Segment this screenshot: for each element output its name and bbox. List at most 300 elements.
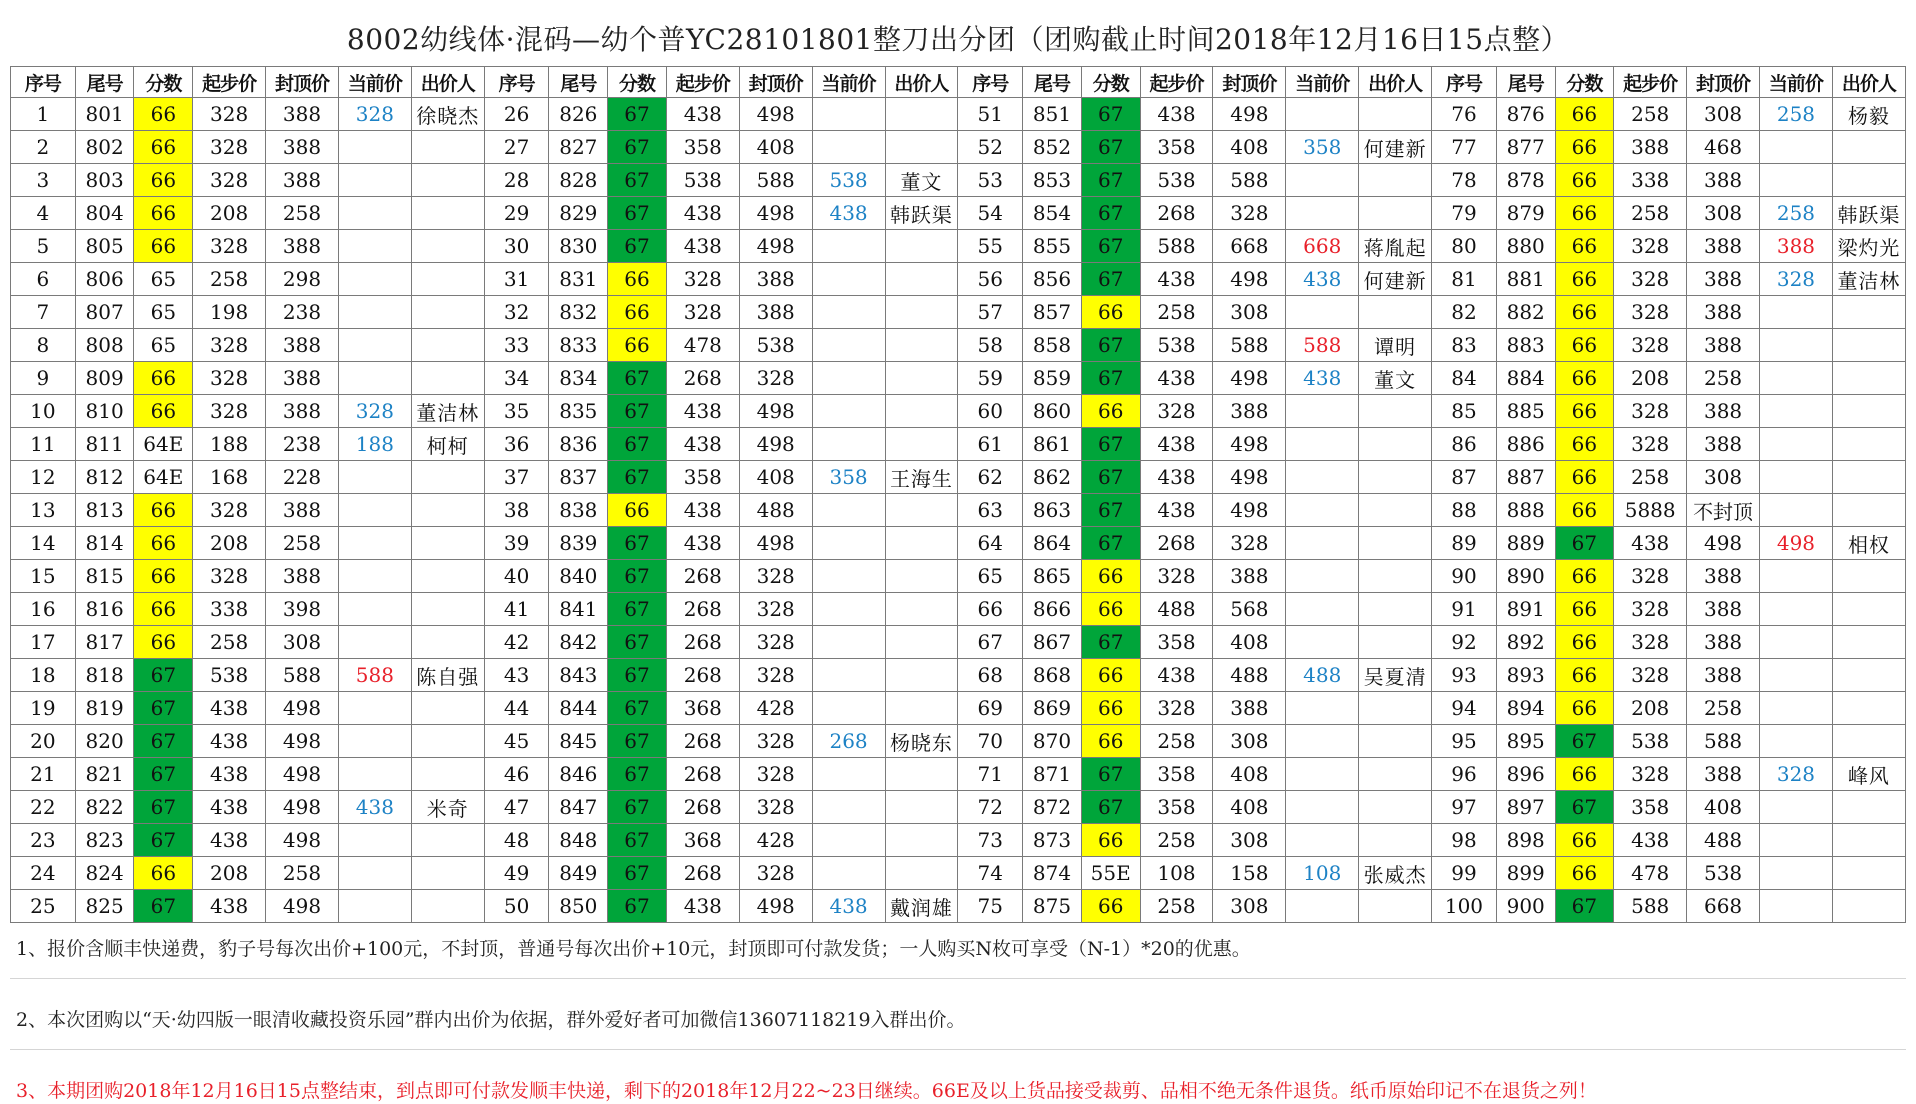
current-price-cell xyxy=(1286,494,1359,527)
current-price-cell xyxy=(338,197,411,230)
tail-cell: 825 xyxy=(75,890,134,923)
header-seq: 序号 xyxy=(1432,67,1497,98)
tail-cell: 897 xyxy=(1496,791,1555,824)
tail-cell: 857 xyxy=(1023,296,1082,329)
header-score: 分数 xyxy=(134,67,193,98)
seq-cell: 9 xyxy=(11,362,76,395)
start-price-cell: 438 xyxy=(193,791,266,824)
start-price-cell: 208 xyxy=(193,527,266,560)
tail-cell: 883 xyxy=(1496,329,1555,362)
score-cell: 66 xyxy=(1081,296,1140,329)
tail-cell: 842 xyxy=(549,626,608,659)
current-price-cell: 588 xyxy=(338,659,411,692)
cap-price-cell: 498 xyxy=(266,824,339,857)
start-price-cell: 438 xyxy=(666,197,739,230)
bidder-cell xyxy=(1832,890,1905,923)
cap-price-cell: 668 xyxy=(1213,230,1286,263)
start-price-cell: 328 xyxy=(193,395,266,428)
tail-cell: 876 xyxy=(1496,98,1555,131)
score-cell: 67 xyxy=(134,659,193,692)
score-cell: 67 xyxy=(608,230,667,263)
score-cell: 64E xyxy=(134,428,193,461)
current-price-cell xyxy=(812,824,885,857)
bidder-cell xyxy=(1359,98,1432,131)
tail-cell: 827 xyxy=(549,131,608,164)
seq-cell: 66 xyxy=(958,593,1023,626)
cap-price-cell: 428 xyxy=(739,824,812,857)
start-price-cell: 388 xyxy=(1614,131,1687,164)
seq-cell: 91 xyxy=(1432,593,1497,626)
cap-price-cell: 388 xyxy=(1687,428,1760,461)
tail-cell: 858 xyxy=(1023,329,1082,362)
bidder-cell xyxy=(1832,857,1905,890)
current-price-cell xyxy=(338,461,411,494)
table-row xyxy=(11,329,1906,362)
seq-cell: 47 xyxy=(484,791,549,824)
bidder-cell xyxy=(885,560,958,593)
score-cell: 66 xyxy=(1081,824,1140,857)
bidder-cell: 王海生 xyxy=(885,461,958,494)
current-price-cell xyxy=(1286,197,1359,230)
tail-cell: 830 xyxy=(549,230,608,263)
start-price-cell: 438 xyxy=(1140,659,1213,692)
tail-cell: 869 xyxy=(1023,692,1082,725)
current-price-cell xyxy=(338,857,411,890)
start-price-cell: 538 xyxy=(1614,725,1687,758)
bidder-cell xyxy=(411,131,484,164)
cap-price-cell: 238 xyxy=(266,428,339,461)
start-price-cell: 258 xyxy=(1140,725,1213,758)
current-price-cell xyxy=(1760,428,1833,461)
current-price-cell: 438 xyxy=(1286,362,1359,395)
score-cell: 67 xyxy=(1081,230,1140,263)
seq-cell: 94 xyxy=(1432,692,1497,725)
cap-price-cell: 328 xyxy=(739,362,812,395)
tail-cell: 824 xyxy=(75,857,134,890)
current-price-cell xyxy=(1286,428,1359,461)
score-cell: 67 xyxy=(608,692,667,725)
start-price-cell: 438 xyxy=(193,725,266,758)
start-price-cell: 268 xyxy=(666,560,739,593)
seq-cell: 20 xyxy=(11,725,76,758)
cap-price-cell: 238 xyxy=(266,296,339,329)
cap-price-cell: 328 xyxy=(739,857,812,890)
seq-cell: 55 xyxy=(958,230,1023,263)
header-seq: 序号 xyxy=(958,67,1023,98)
bidder-cell xyxy=(1832,560,1905,593)
tail-cell: 833 xyxy=(549,329,608,362)
tail-cell: 804 xyxy=(75,197,134,230)
header-current-price: 当前价 xyxy=(338,67,411,98)
bidder-cell xyxy=(885,857,958,890)
start-price-cell: 328 xyxy=(1614,659,1687,692)
bidder-cell: 陈自强 xyxy=(411,659,484,692)
start-price-cell: 438 xyxy=(666,395,739,428)
score-cell: 66 xyxy=(134,527,193,560)
current-price-cell xyxy=(338,758,411,791)
current-price-cell xyxy=(338,560,411,593)
bidder-cell: 张威杰 xyxy=(1359,857,1432,890)
bidder-cell xyxy=(885,395,958,428)
cap-price-cell: 388 xyxy=(739,263,812,296)
seq-cell: 33 xyxy=(484,329,549,362)
start-price-cell: 438 xyxy=(666,494,739,527)
bidder-cell xyxy=(411,296,484,329)
seq-cell: 100 xyxy=(1432,890,1497,923)
bidder-cell xyxy=(1832,428,1905,461)
score-cell: 67 xyxy=(134,824,193,857)
table-row xyxy=(11,461,1906,494)
cap-price-cell: 408 xyxy=(1213,758,1286,791)
tail-cell: 820 xyxy=(75,725,134,758)
tail-cell: 815 xyxy=(75,560,134,593)
bidder-cell xyxy=(1359,824,1432,857)
bidder-cell: 戴润雄 xyxy=(885,890,958,923)
seq-cell: 73 xyxy=(958,824,1023,857)
seq-cell: 4 xyxy=(11,197,76,230)
tail-cell: 812 xyxy=(75,461,134,494)
tail-cell: 879 xyxy=(1496,197,1555,230)
cap-price-cell: 328 xyxy=(739,626,812,659)
score-cell: 66 xyxy=(608,263,667,296)
cap-price-cell: 498 xyxy=(739,428,812,461)
score-cell: 66 xyxy=(1555,362,1614,395)
table-row xyxy=(11,395,1906,428)
score-cell: 66 xyxy=(1555,560,1614,593)
score-cell: 67 xyxy=(1081,131,1140,164)
start-price-cell: 368 xyxy=(666,824,739,857)
cap-price-cell: 258 xyxy=(266,197,339,230)
seq-cell: 19 xyxy=(11,692,76,725)
cap-price-cell: 388 xyxy=(1687,329,1760,362)
score-cell: 67 xyxy=(1081,461,1140,494)
table-row xyxy=(11,659,1906,692)
cap-price-cell: 538 xyxy=(739,329,812,362)
header-score: 分数 xyxy=(608,67,667,98)
current-price-cell: 388 xyxy=(1760,230,1833,263)
tail-cell: 849 xyxy=(549,857,608,890)
seq-cell: 83 xyxy=(1432,329,1497,362)
document xyxy=(10,14,1906,1104)
start-price-cell: 438 xyxy=(193,824,266,857)
header-bidder: 出价人 xyxy=(411,67,484,98)
start-price-cell: 338 xyxy=(193,593,266,626)
start-price-cell: 438 xyxy=(1140,428,1213,461)
cap-price-cell: 388 xyxy=(266,395,339,428)
start-price-cell: 438 xyxy=(1140,263,1213,296)
tail-cell: 819 xyxy=(75,692,134,725)
bidder-cell xyxy=(1832,593,1905,626)
bidder-cell xyxy=(1832,626,1905,659)
tail-cell: 892 xyxy=(1496,626,1555,659)
cap-price-cell: 498 xyxy=(1213,461,1286,494)
seq-cell: 87 xyxy=(1432,461,1497,494)
cap-price-cell: 388 xyxy=(1687,560,1760,593)
current-price-cell xyxy=(812,98,885,131)
current-price-cell xyxy=(812,494,885,527)
current-price-cell xyxy=(1286,890,1359,923)
bidder-cell xyxy=(1359,527,1432,560)
seq-cell: 27 xyxy=(484,131,549,164)
score-cell: 67 xyxy=(608,527,667,560)
seq-cell: 24 xyxy=(11,857,76,890)
seq-cell: 95 xyxy=(1432,725,1497,758)
current-price-cell xyxy=(1760,791,1833,824)
current-price-cell xyxy=(812,791,885,824)
start-price-cell: 188 xyxy=(193,428,266,461)
current-price-cell: 438 xyxy=(338,791,411,824)
start-price-cell: 328 xyxy=(193,230,266,263)
bidder-cell: 徐晓杰 xyxy=(411,98,484,131)
current-price-cell: 538 xyxy=(812,164,885,197)
current-price-cell xyxy=(812,395,885,428)
cap-price-cell: 388 xyxy=(266,560,339,593)
score-cell: 67 xyxy=(608,98,667,131)
header-start-price: 起步价 xyxy=(193,67,266,98)
note-3: 3、本期团购2018年12月16日15点整结束，到点即可付款发顺丰快递，剩下的2018年12月22~23日继续。66E及以上货品接受裁剪、品相不绝无条件退货。纸币原始印记不在退货之列！ xyxy=(16,1080,1597,1102)
score-cell: 66 xyxy=(1081,593,1140,626)
start-price-cell: 5888 xyxy=(1614,494,1687,527)
score-cell: 67 xyxy=(1081,494,1140,527)
bidder-cell: 峰风 xyxy=(1832,758,1905,791)
bidder-cell xyxy=(1832,329,1905,362)
cap-price-cell: 498 xyxy=(739,395,812,428)
seq-cell: 35 xyxy=(484,395,549,428)
start-price-cell: 268 xyxy=(666,725,739,758)
tail-cell: 810 xyxy=(75,395,134,428)
current-price-cell xyxy=(338,593,411,626)
cap-price-cell: 388 xyxy=(1687,758,1760,791)
tail-cell: 878 xyxy=(1496,164,1555,197)
score-cell: 67 xyxy=(608,824,667,857)
bidder-cell: 米奇 xyxy=(411,791,484,824)
score-cell: 66 xyxy=(1555,857,1614,890)
start-price-cell: 338 xyxy=(1614,164,1687,197)
cap-price-cell: 588 xyxy=(1213,164,1286,197)
score-cell: 67 xyxy=(608,560,667,593)
cap-price-cell: 388 xyxy=(266,230,339,263)
cap-price-cell: 388 xyxy=(1687,659,1760,692)
current-price-cell xyxy=(1286,560,1359,593)
bidder-cell xyxy=(1359,428,1432,461)
tail-cell: 895 xyxy=(1496,725,1555,758)
seq-cell: 31 xyxy=(484,263,549,296)
start-price-cell: 258 xyxy=(1140,824,1213,857)
tail-cell: 854 xyxy=(1023,197,1082,230)
seq-cell: 40 xyxy=(484,560,549,593)
current-price-cell xyxy=(338,725,411,758)
cap-price-cell: 428 xyxy=(739,692,812,725)
tail-cell: 831 xyxy=(549,263,608,296)
cap-price-cell: 298 xyxy=(266,263,339,296)
start-price-cell: 438 xyxy=(666,230,739,263)
current-price-cell xyxy=(1286,692,1359,725)
current-price-cell: 358 xyxy=(812,461,885,494)
start-price-cell: 328 xyxy=(193,164,266,197)
seq-cell: 39 xyxy=(484,527,549,560)
seq-cell: 60 xyxy=(958,395,1023,428)
tail-cell: 868 xyxy=(1023,659,1082,692)
score-cell: 67 xyxy=(134,758,193,791)
cap-price-cell: 228 xyxy=(266,461,339,494)
start-price-cell: 208 xyxy=(1614,362,1687,395)
bidder-cell xyxy=(885,296,958,329)
bidder-cell xyxy=(1832,362,1905,395)
seq-cell: 58 xyxy=(958,329,1023,362)
table-row xyxy=(11,230,1906,263)
score-cell: 66 xyxy=(1555,131,1614,164)
current-price-cell xyxy=(1286,758,1359,791)
seq-cell: 82 xyxy=(1432,296,1497,329)
cap-price-cell: 588 xyxy=(739,164,812,197)
cap-price-cell: 258 xyxy=(1687,692,1760,725)
current-price-cell xyxy=(338,626,411,659)
seq-cell: 68 xyxy=(958,659,1023,692)
score-cell: 66 xyxy=(1555,824,1614,857)
bidder-cell: 吴夏清 xyxy=(1359,659,1432,692)
seq-cell: 25 xyxy=(11,890,76,923)
bidder-cell xyxy=(1359,791,1432,824)
score-cell: 67 xyxy=(608,725,667,758)
cap-price-cell: 308 xyxy=(1213,890,1286,923)
current-price-cell xyxy=(1286,395,1359,428)
score-cell: 66 xyxy=(1555,494,1614,527)
seq-cell: 8 xyxy=(11,329,76,362)
tail-cell: 828 xyxy=(549,164,608,197)
header-cap-price: 封顶价 xyxy=(266,67,339,98)
start-price-cell: 258 xyxy=(1614,461,1687,494)
seq-cell: 52 xyxy=(958,131,1023,164)
cap-price-cell: 498 xyxy=(1213,494,1286,527)
seq-cell: 32 xyxy=(484,296,549,329)
bidder-cell xyxy=(1832,791,1905,824)
tail-cell: 802 xyxy=(75,131,134,164)
tail-cell: 882 xyxy=(1496,296,1555,329)
seq-cell: 57 xyxy=(958,296,1023,329)
start-price-cell: 328 xyxy=(1614,758,1687,791)
cap-price-cell: 388 xyxy=(266,362,339,395)
start-price-cell: 328 xyxy=(666,296,739,329)
tail-cell: 839 xyxy=(549,527,608,560)
seq-cell: 11 xyxy=(11,428,76,461)
current-price-cell xyxy=(812,659,885,692)
cap-price-cell: 488 xyxy=(1213,659,1286,692)
current-price-cell xyxy=(1760,626,1833,659)
seq-cell: 28 xyxy=(484,164,549,197)
current-price-cell xyxy=(1286,461,1359,494)
score-cell: 67 xyxy=(608,197,667,230)
score-cell: 66 xyxy=(134,626,193,659)
bidder-cell: 董洁林 xyxy=(1832,263,1905,296)
seq-cell: 75 xyxy=(958,890,1023,923)
cap-price-cell: 328 xyxy=(739,659,812,692)
bidder-cell xyxy=(1832,659,1905,692)
start-price-cell: 328 xyxy=(193,362,266,395)
score-cell: 67 xyxy=(608,659,667,692)
current-price-cell xyxy=(1286,593,1359,626)
score-cell: 67 xyxy=(1081,197,1140,230)
score-cell: 66 xyxy=(1555,395,1614,428)
score-cell: 66 xyxy=(1081,692,1140,725)
tail-cell: 898 xyxy=(1496,824,1555,857)
current-price-cell xyxy=(1286,824,1359,857)
bidder-cell: 董文 xyxy=(1359,362,1432,395)
cap-price-cell: 408 xyxy=(739,131,812,164)
seq-cell: 30 xyxy=(484,230,549,263)
current-price-cell xyxy=(1760,824,1833,857)
cap-price-cell: 398 xyxy=(266,593,339,626)
tail-cell: 870 xyxy=(1023,725,1082,758)
table-row xyxy=(11,131,1906,164)
seq-cell: 46 xyxy=(484,758,549,791)
seq-cell: 21 xyxy=(11,758,76,791)
tail-cell: 838 xyxy=(549,494,608,527)
current-price-cell xyxy=(1760,329,1833,362)
cap-price-cell: 498 xyxy=(266,725,339,758)
bidder-cell xyxy=(885,230,958,263)
tail-cell: 818 xyxy=(75,659,134,692)
start-price-cell: 358 xyxy=(1140,626,1213,659)
tail-cell: 873 xyxy=(1023,824,1082,857)
start-price-cell: 328 xyxy=(1614,560,1687,593)
start-price-cell: 168 xyxy=(193,461,266,494)
table-row xyxy=(11,824,1906,857)
seq-cell: 45 xyxy=(484,725,549,758)
cap-price-cell: 308 xyxy=(1687,197,1760,230)
tail-cell: 844 xyxy=(549,692,608,725)
cap-price-cell: 308 xyxy=(1687,461,1760,494)
cap-price-cell: 308 xyxy=(1213,296,1286,329)
score-cell: 66 xyxy=(1081,659,1140,692)
tail-cell: 877 xyxy=(1496,131,1555,164)
current-price-cell xyxy=(1760,692,1833,725)
score-cell: 66 xyxy=(134,362,193,395)
cap-price-cell: 388 xyxy=(1687,164,1760,197)
seq-cell: 76 xyxy=(1432,98,1497,131)
bidder-cell xyxy=(885,626,958,659)
bidder-cell xyxy=(411,329,484,362)
score-cell: 67 xyxy=(1555,725,1614,758)
bidder-cell xyxy=(411,527,484,560)
note-2: 2、本次团购以“天·幼四版一眼清收藏投资乐园”群内出价为依据，群外爱好者可加微信13607118219入群出价。 xyxy=(16,1009,966,1031)
score-cell: 67 xyxy=(1555,791,1614,824)
seq-cell: 7 xyxy=(11,296,76,329)
current-price-cell: 328 xyxy=(338,98,411,131)
cap-price-cell: 258 xyxy=(1687,362,1760,395)
score-cell: 67 xyxy=(1555,890,1614,923)
bidder-cell xyxy=(411,857,484,890)
seq-cell: 84 xyxy=(1432,362,1497,395)
seq-cell: 80 xyxy=(1432,230,1497,263)
bidder-cell: 柯柯 xyxy=(411,428,484,461)
table-row xyxy=(11,164,1906,197)
start-price-cell: 438 xyxy=(666,98,739,131)
start-price-cell: 268 xyxy=(666,758,739,791)
start-price-cell: 328 xyxy=(1140,560,1213,593)
seq-cell: 88 xyxy=(1432,494,1497,527)
bidder-cell xyxy=(1359,461,1432,494)
current-price-cell: 258 xyxy=(1760,98,1833,131)
score-cell: 67 xyxy=(1081,362,1140,395)
current-price-cell: 488 xyxy=(1286,659,1359,692)
bidder-cell xyxy=(411,890,484,923)
current-price-cell xyxy=(1760,890,1833,923)
current-price-cell xyxy=(338,230,411,263)
bidder-cell xyxy=(885,692,958,725)
seq-cell: 14 xyxy=(11,527,76,560)
start-price-cell: 268 xyxy=(666,362,739,395)
cap-price-cell: 498 xyxy=(739,197,812,230)
